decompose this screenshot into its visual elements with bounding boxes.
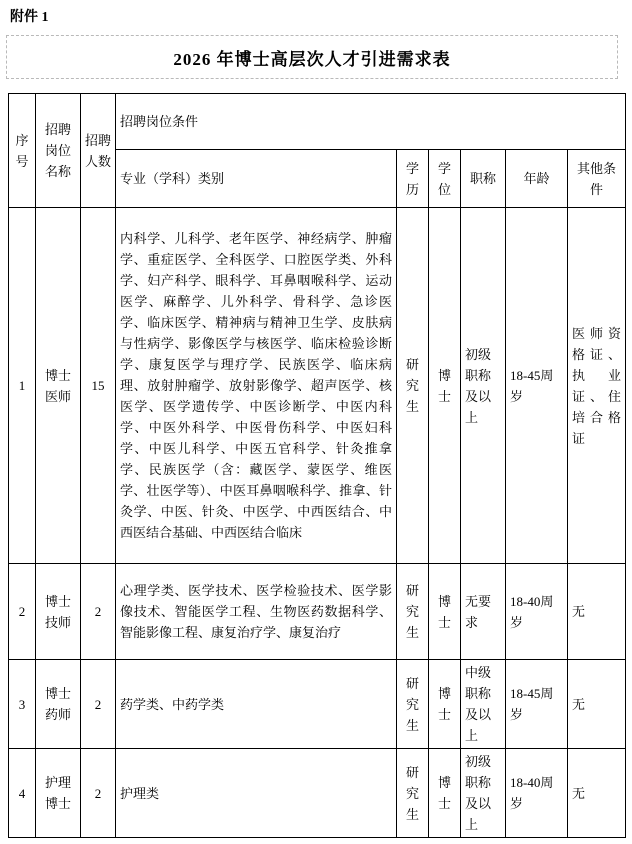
cell-count: 15 xyxy=(81,208,116,564)
cell-professional-title: 初级职称及以上 xyxy=(461,749,506,838)
cell-seq: 1 xyxy=(9,208,36,564)
cell-education: 研究生 xyxy=(397,564,429,660)
header-position-name: 招聘岗位名称 xyxy=(36,94,81,208)
cell-professional-title: 初级职称及以上 xyxy=(461,208,506,564)
cell-degree: 博士 xyxy=(429,564,461,660)
cell-position: 护理博士 xyxy=(36,749,81,838)
cell-age: 18-45周岁 xyxy=(506,660,568,749)
cell-education: 研究生 xyxy=(397,660,429,749)
attachment-label: 附件 1 xyxy=(10,10,49,25)
cell-major: 内科学、儿科学、老年医学、神经病学、肿瘤学、重症医学、全科医学、口腔医学类、外科学、妇产科学、眼科学、耳鼻咽喉科学、运动医学、麻醉学、儿外科学、骨科学、急诊医学、临床医学、精神病与精神卫生学、皮肤病与性病学、影像医学与核医学、临床检验诊断学、康复医学与理疗学、民族医学、临床病理、放射肿瘤学、放射影像学、超声医学、核医学、医学遗传学、中医诊断学、中医内科学、中医外科学、中医骨伤科学、中医妇科学、中医儿科学、中医五官科学、针灸推拿学、民族医学（含：藏医学、蒙医学、维医学、壮医学等）、中医耳鼻咽喉科学、推拿、针灸学、中医、针灸、中医学、中西医结合、中西医结合基础、中西医结合临床 xyxy=(116,208,397,564)
title-box xyxy=(6,35,618,79)
header-seq: 序号 xyxy=(9,94,36,208)
cell-count: 2 xyxy=(81,564,116,660)
cell-other: 无 xyxy=(568,564,626,660)
cell-degree: 博士 xyxy=(429,749,461,838)
cell-count: 2 xyxy=(81,749,116,838)
header-professional-title: 职称 xyxy=(461,150,506,208)
cell-position: 博士医师 xyxy=(36,208,81,564)
header-recruit-count: 招聘人数 xyxy=(81,94,116,208)
document-page xyxy=(0,6,632,844)
header-age: 年龄 xyxy=(506,150,568,208)
cell-professional-title: 无要求 xyxy=(461,564,506,660)
cell-age: 18-45周岁 xyxy=(506,208,568,564)
cell-major: 护理类 xyxy=(116,749,397,838)
table-row xyxy=(9,208,626,564)
cell-degree: 博士 xyxy=(429,208,461,564)
header-conditions-group: 招聘岗位条件 xyxy=(116,94,626,150)
table-header-row-1 xyxy=(9,94,626,150)
cell-major: 心理学类、医学技术、医学检验技术、医学影像技术、智能医学工程、生物医药数据科学、智能影像工程、康复治疗学、康复治疗 xyxy=(116,564,397,660)
cell-position: 博士技师 xyxy=(36,564,81,660)
cell-age: 18-40周岁 xyxy=(506,564,568,660)
cell-education: 研究生 xyxy=(397,208,429,564)
cell-education: 研究生 xyxy=(397,749,429,838)
cell-degree: 博士 xyxy=(429,660,461,749)
table-row xyxy=(9,564,626,660)
header-other: 其他条件 xyxy=(568,150,626,208)
cell-major: 药学类、中药学类 xyxy=(116,660,397,749)
cell-other: 无 xyxy=(568,660,626,749)
cell-position: 博士药师 xyxy=(36,660,81,749)
recruitment-demand-table xyxy=(8,93,626,838)
table-row xyxy=(9,749,626,838)
cell-age: 18-40周岁 xyxy=(506,749,568,838)
header-major: 专业（学科）类别 xyxy=(116,150,397,208)
cell-seq: 2 xyxy=(9,564,36,660)
cell-seq: 4 xyxy=(9,749,36,838)
cell-other: 医师资格证、执业证、住培合格证 xyxy=(568,208,626,564)
cell-other: 无 xyxy=(568,749,626,838)
page-title: 2026 年博士高层次人才引进需求表 xyxy=(173,49,451,69)
header-education: 学历 xyxy=(397,150,429,208)
cell-seq: 3 xyxy=(9,660,36,749)
table-row xyxy=(9,660,626,749)
header-degree: 学位 xyxy=(429,150,461,208)
cell-count: 2 xyxy=(81,660,116,749)
cell-professional-title: 中级职称及以上 xyxy=(461,660,506,749)
